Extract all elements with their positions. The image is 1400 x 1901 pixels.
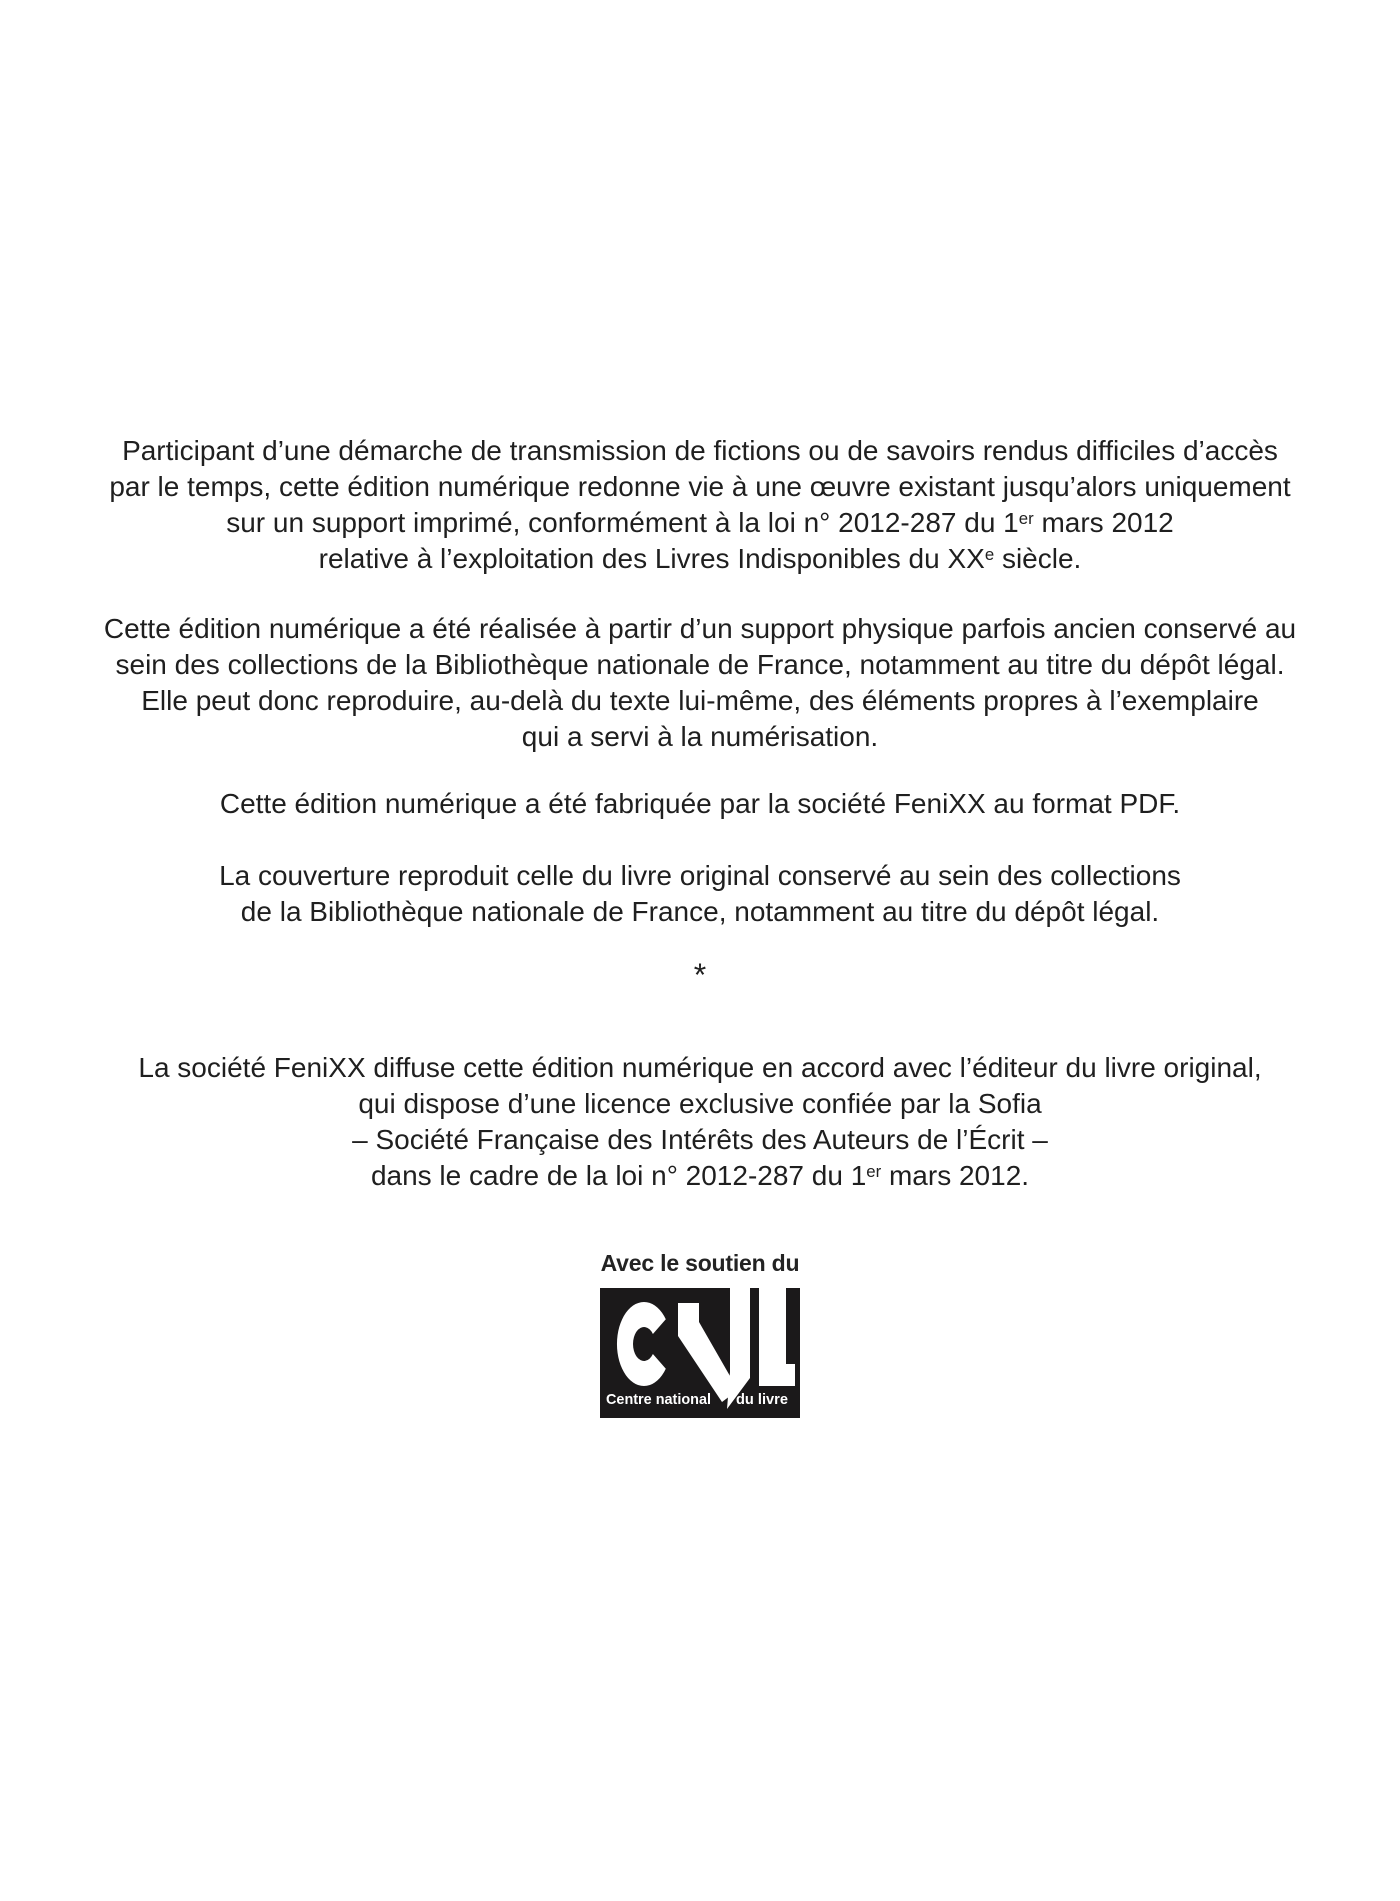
text-line [100, 541, 1300, 577]
cnl-caption-left: Centre national [606, 1391, 711, 1408]
paragraph [100, 1050, 1300, 1194]
text-segment: sein des collections de la Bibliothèque nationale de France, notamment au titre du dépôt légal. [115, 649, 1285, 680]
text-line [100, 957, 1300, 993]
text-segment: par le temps, cette édition numérique redonne vie à une œuvre existant jusqu’alors uniquement [109, 471, 1291, 502]
support-label: Avec le soutien du [600, 1250, 800, 1276]
text-line [100, 786, 1300, 822]
text-segment: Elle peut donc reproduire, au-delà du texte lui-même, des éléments propres à l’exemplaire [141, 685, 1259, 716]
text-segment: Cette édition numérique a été fabriquée par la société FeniXX au format PDF. [219, 788, 1181, 819]
text-segment: qui a servi à la numérisation. [521, 721, 879, 752]
text-segment: mars 2012 [1033, 507, 1174, 538]
text-segment: * [693, 957, 707, 993]
text-segment: La couverture reproduit celle du livre original conservé au sein des collections [219, 860, 1181, 891]
text-line [100, 858, 1300, 894]
text-segment: qui dispose d’une licence exclusive confiée par la Sofia [358, 1088, 1042, 1119]
text-segment: siècle. [994, 543, 1082, 574]
superscript-text: er [1018, 509, 1034, 529]
text-line [100, 647, 1300, 683]
text-segment: Participant d’une démarche de transmission de fictions ou de savoirs rendus difficiles d’accès [122, 435, 1278, 466]
paragraph [100, 433, 1300, 577]
text-segment: La société FeniXX diffuse cette édition numérique en accord avec l’éditeur du livre original, [138, 1052, 1262, 1083]
paragraph [100, 611, 1300, 755]
text-line [100, 894, 1300, 930]
text-segment: – Société Française des Intérêts des Auteurs de l’Écrit – [352, 1124, 1048, 1155]
colophon-text-block [100, 433, 1300, 1194]
text-segment: de la Bibliothèque nationale de France, notamment au titre du dépôt légal. [240, 896, 1160, 927]
cnl-logo [600, 1288, 800, 1418]
text-segment: mars 2012. [881, 1160, 1030, 1191]
support-block [0, 1250, 1400, 1418]
separator-asterisk [100, 957, 1300, 993]
text-line [100, 683, 1300, 719]
text-line [100, 1158, 1300, 1194]
text-segment: sur un support imprimé, conformément à la loi n° 2012-287 du 1 [226, 507, 1019, 538]
text-line [100, 719, 1300, 755]
text-line [100, 1050, 1300, 1086]
text-segment: dans le cadre de la loi n° 2012-287 du 1 [370, 1160, 867, 1191]
cnl-caption-right: du livre [736, 1391, 788, 1408]
text-line [100, 505, 1300, 541]
text-line [100, 1086, 1300, 1122]
text-line [100, 469, 1300, 505]
text-segment: Cette édition numérique a été réalisée à partir d’un support physique parfois ancien conservé au [103, 613, 1297, 644]
superscript-text: er [866, 1162, 882, 1182]
superscript-text: e [984, 545, 995, 565]
paragraph [100, 786, 1300, 822]
paragraph [100, 858, 1300, 930]
text-segment: relative à l’exploitation des Livres Indisponibles du XX [318, 543, 985, 574]
text-line [100, 611, 1300, 647]
text-line [100, 433, 1300, 469]
text-line [100, 1122, 1300, 1158]
